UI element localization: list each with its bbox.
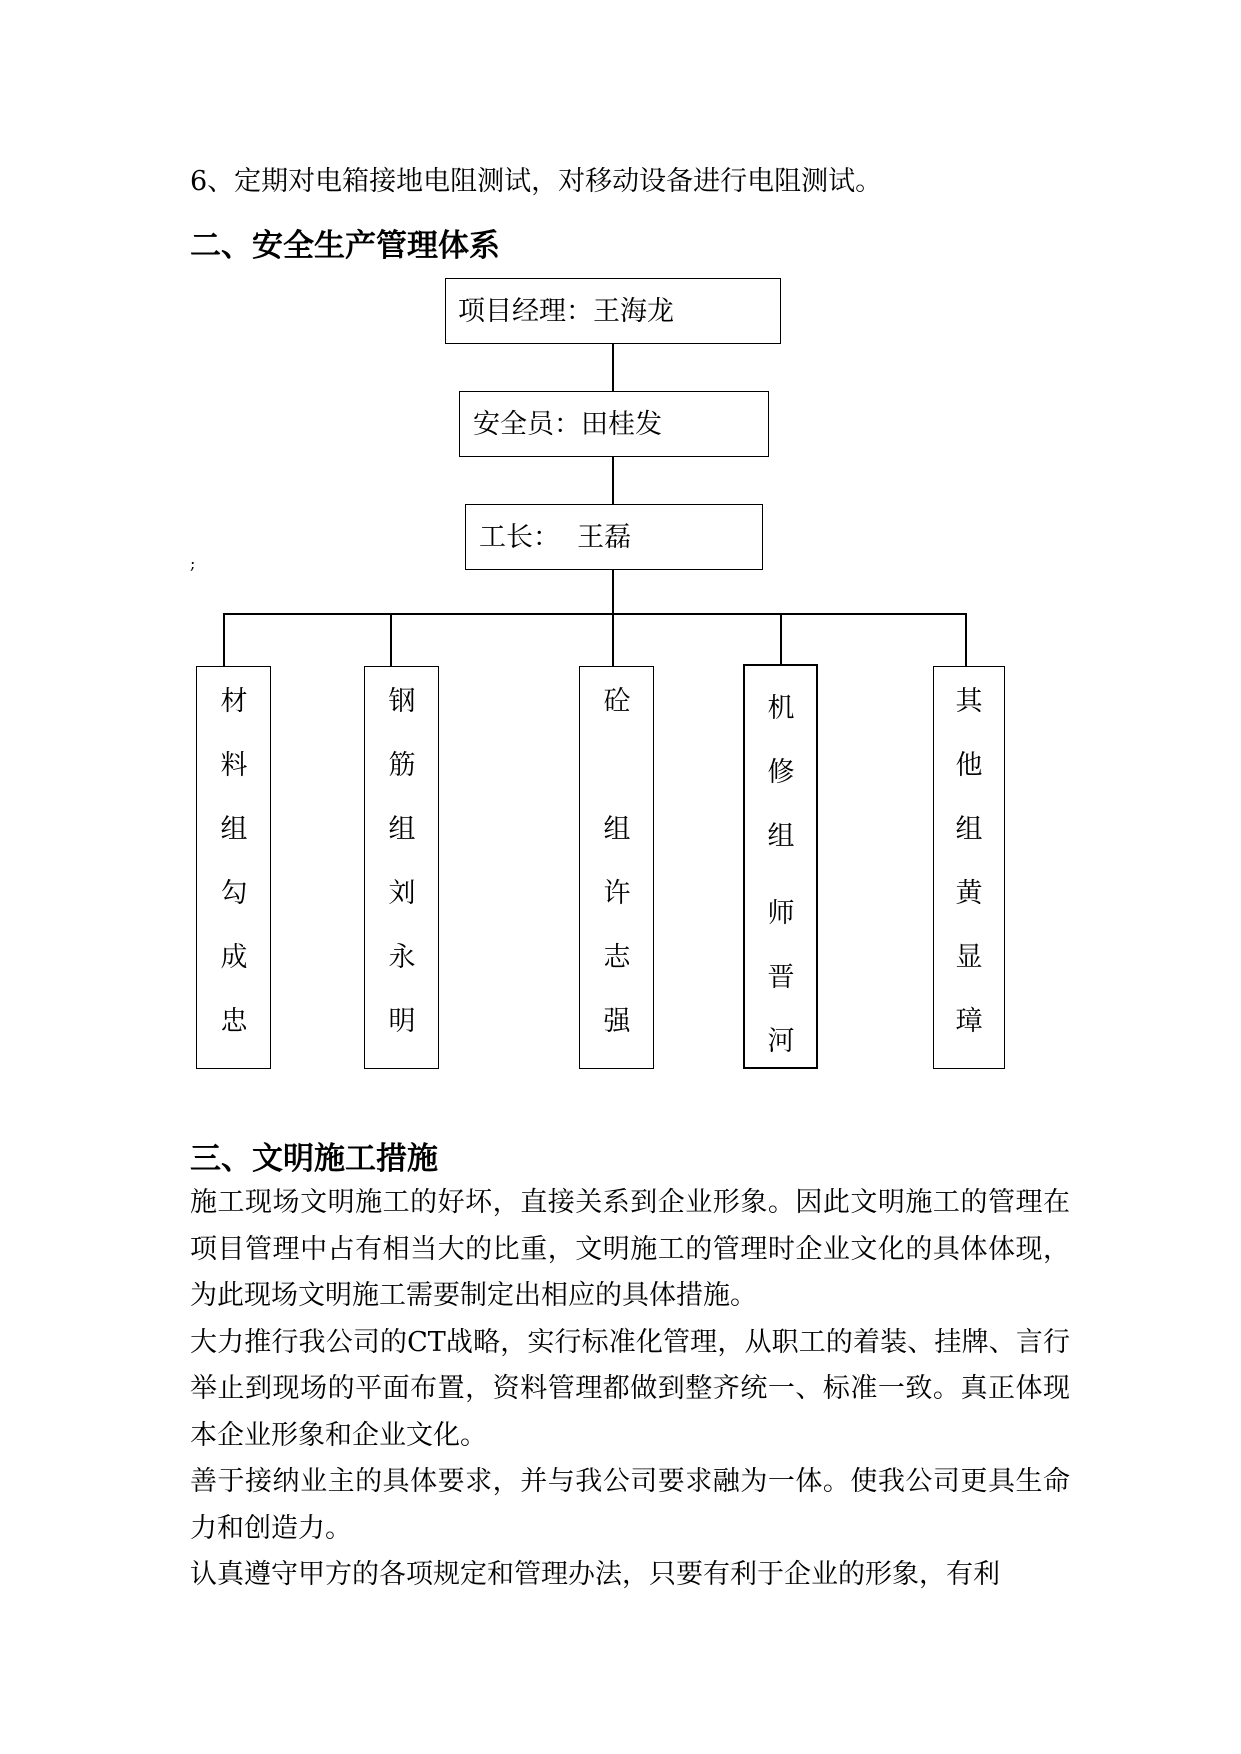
connector-line	[780, 613, 782, 664]
list-item-6: 6、定期对电箱接地电阻测试，对移动设备进行电阻测试。	[190, 166, 883, 197]
org-box-safety-officer	[459, 391, 769, 457]
group-char: 晋	[767, 962, 795, 993]
group-char: 组	[603, 814, 631, 845]
group-char: 组	[955, 814, 983, 845]
group-char: 砼	[603, 686, 631, 717]
section3-body	[190, 1180, 1070, 1599]
org-box-manager	[445, 278, 781, 344]
group-char: 筋	[388, 750, 416, 781]
section-heading-safety-system: 二、安全生产管理体系	[190, 228, 500, 264]
group-char: 组	[388, 814, 416, 845]
group-char: 他	[955, 750, 983, 781]
paragraph: 大力推行我公司的CT战略，实行标准化管理，从职工的着装、挂牌、言行举止到现场的平面布置，资料管理都做到整齐统一、标准一致。真正体现本企业形象和企业文化。	[190, 1326, 1070, 1451]
group-char: 许	[603, 878, 631, 909]
org-box-foreman	[465, 504, 763, 570]
paragraph: 善于接纳业主的具体要求，并与我公司要求融为一体。使我公司更具生命力和创造力。	[190, 1466, 1070, 1544]
connector-line	[965, 613, 967, 666]
org-safety-officer-label: 安全员：田桂发	[473, 409, 662, 440]
group-char: 刘	[388, 878, 416, 909]
connector-line	[612, 570, 614, 615]
group-char: 河	[767, 1026, 795, 1057]
connector-line	[612, 613, 614, 666]
group-char: 钢	[388, 686, 416, 717]
connector-line	[612, 344, 614, 392]
connector-line	[223, 613, 225, 666]
stray-mark: ;	[190, 554, 196, 573]
group-char: 组	[220, 814, 248, 845]
paragraph: 认真遵守甲方的各项规定和管理办法，只要有利于企业的形象，有利	[190, 1559, 1000, 1590]
branch-bar	[223, 613, 966, 615]
group-char: 材	[220, 686, 248, 717]
group-char: 璋	[955, 1006, 983, 1037]
org-manager-label: 项目经理：王海龙	[458, 296, 674, 327]
group-char: 明	[388, 1006, 416, 1037]
group-char: 其	[955, 686, 983, 717]
group-char: 成	[220, 942, 248, 973]
org-foreman-label: 工长： 王磊	[479, 522, 632, 553]
group-char: 显	[955, 942, 983, 973]
group-char: 黄	[955, 878, 983, 909]
group-char: 永	[388, 942, 416, 973]
group-char: 志	[603, 942, 631, 973]
section-heading-civilized-construction: 三、文明施工措施	[190, 1141, 438, 1177]
paragraph: 施工现场文明施工的好坏，直接关系到企业形象。因此文明施工的管理在项目管理中占有相当大的比重，文明施工的管理时企业文化的具体体现，为此现场文明施工需要制定出相应的具体措施。	[190, 1187, 1070, 1311]
org-box-mechanical-group	[743, 664, 818, 1069]
group-char: 机	[767, 693, 795, 724]
group-char: 忠	[220, 1006, 248, 1037]
group-char: 师	[767, 898, 795, 929]
connector-line	[612, 457, 614, 505]
group-char: 修	[767, 757, 795, 788]
group-char: 勾	[220, 878, 248, 909]
group-char: 强	[603, 1006, 631, 1037]
group-char: 料	[220, 750, 248, 781]
group-char: 组	[767, 821, 795, 852]
connector-line	[390, 613, 392, 666]
